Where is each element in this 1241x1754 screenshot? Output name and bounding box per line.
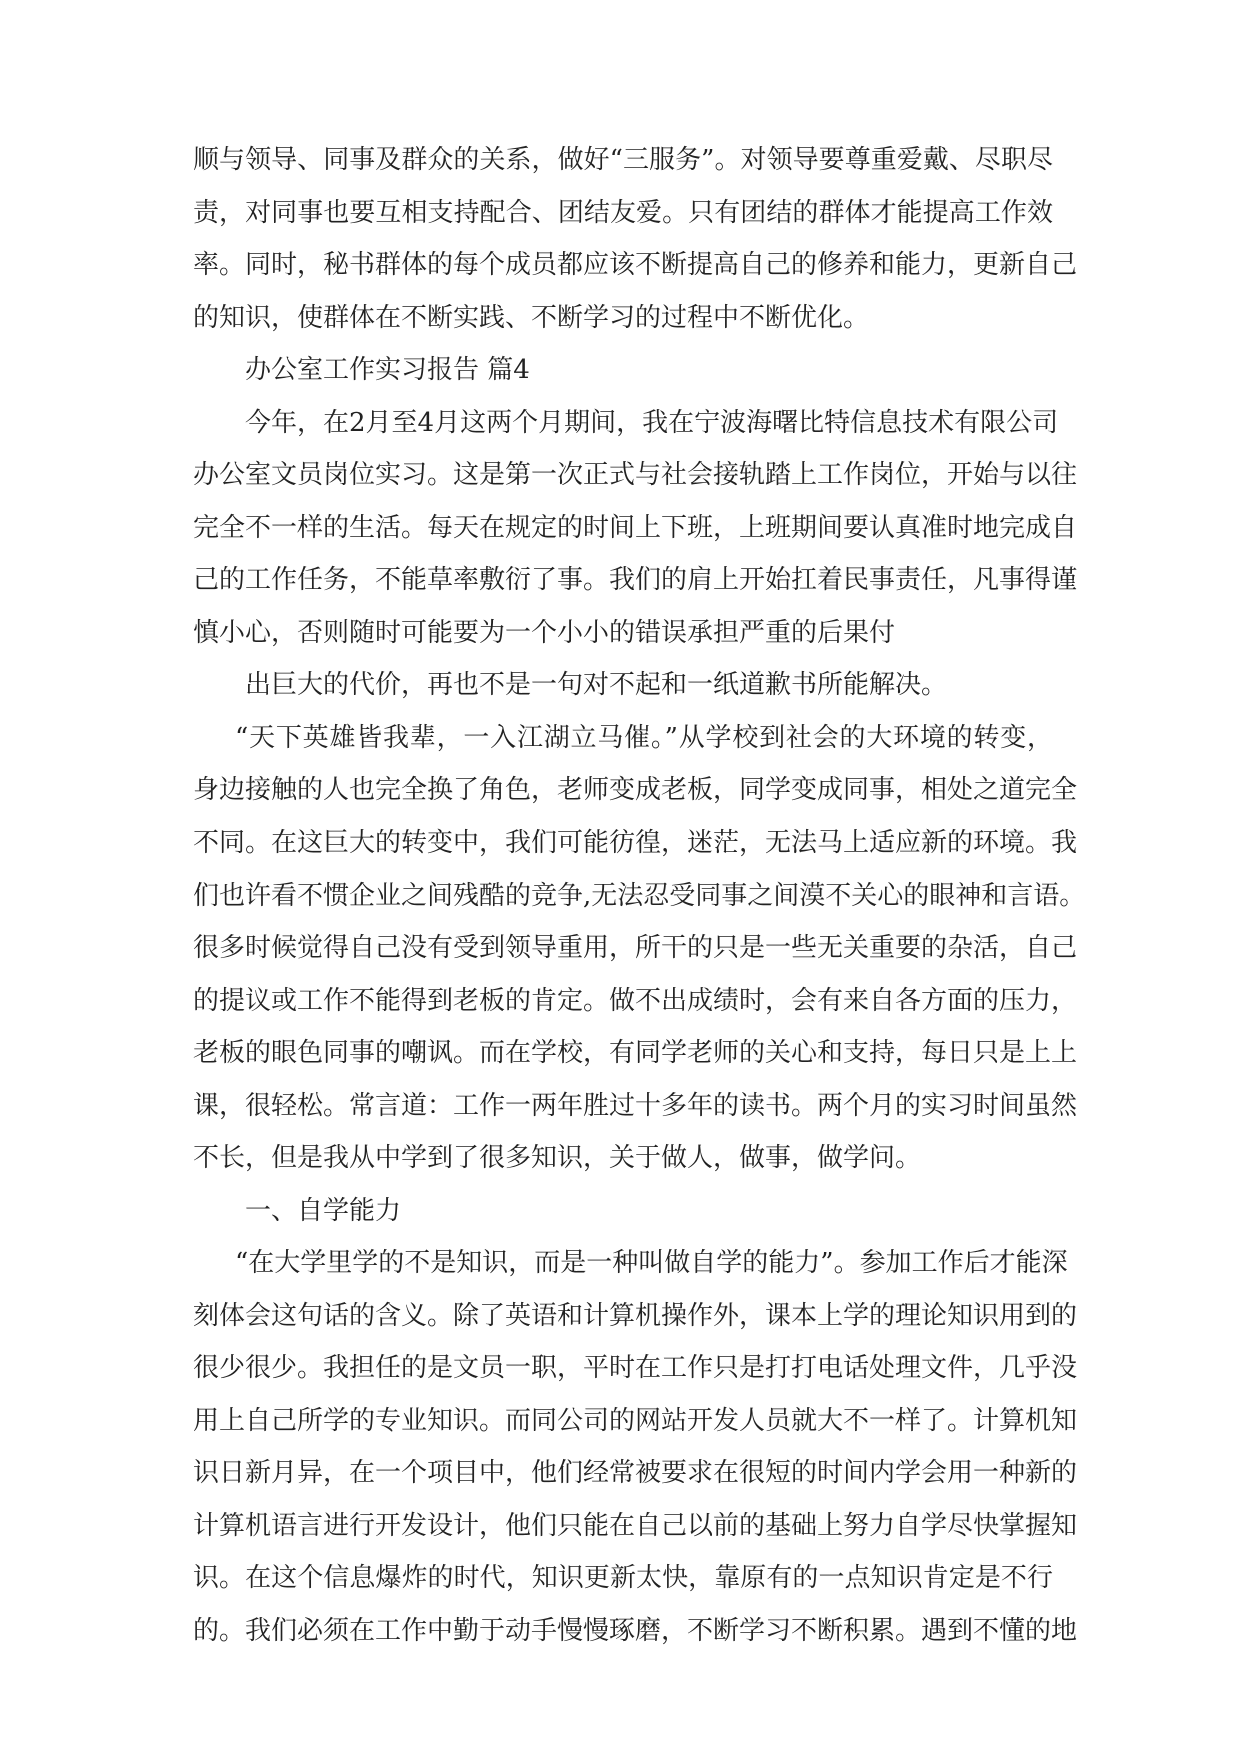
paragraph-line: 老板的眼色同事的嘲讽。而在学校，有同学老师的关心和支持，每日只是上上: [193, 1038, 1078, 1068]
paragraph-line: 计算机语言进行开发设计，他们只能在自己以前的基础上努力自学尽快掌握知: [193, 1511, 1078, 1541]
paragraph-line: 责，对同事也要互相支持配合、团结友爱。只有团结的群体才能提高工作效: [193, 198, 1053, 228]
paragraph-line: 用上自己所学的专业知识。而同公司的网站开发人员就大不一样了。计算机知: [193, 1406, 1078, 1436]
paragraph-line: 慎小心，否则随时可能要为一个小小的错误承担严重的后果付: [193, 618, 896, 648]
paragraph-line: 出巨大的代价，再也不是一句对不起和一纸道歉书所能解决。: [245, 670, 948, 700]
paragraph-line: 身边接触的人也完全换了角色，老师变成老板，同学变成同事，相处之道完全: [193, 775, 1078, 805]
paragraph-line: 今年，在2月至4月这两个月期间，我在宁波海曙比特信息技术有限公司: [245, 408, 1059, 438]
paragraph-line: 率。同时，秘书群体的每个成员都应该不断提高自己的修养和能力，更新自己: [193, 250, 1078, 280]
paragraph-line: 很多时候觉得自己没有受到领导重用，所干的只是一些无关重要的杂活，自己: [193, 933, 1078, 963]
paragraph-line: 很少很少。我担任的是文员一职，平时在工作只是打打电话处理文件，几乎没: [193, 1353, 1078, 1383]
paragraph-line: “在大学里学的不是知识，而是一种叫做自学的能力”。参加工作后才能深: [235, 1248, 1068, 1278]
paragraph-line: 们也许看不惯企业之间残酷的竞争,无法忍受同事之间漠不关心的眼神和言语。: [193, 881, 1086, 911]
paragraph-line: 课，很轻松。常言道：工作一两年胜过十多年的读书。两个月的实习时间虽然: [193, 1091, 1078, 1121]
paragraph-line: 办公室文员岗位实习。这是第一次正式与社会接轨踏上工作岗位，开始与以往: [193, 460, 1078, 490]
section-heading: 一、自学能力: [245, 1196, 402, 1226]
paragraph-line: 识日新月异，在一个项目中，他们经常被要求在很短的时间内学会用一种新的: [193, 1458, 1078, 1488]
paragraph-line: 的。我们必须在工作中勤于动手慢慢琢磨，不断学习不断积累。遇到不懂的地: [193, 1616, 1078, 1646]
paragraph-line: 完全不一样的生活。每天在规定的时间上下班，上班期间要认真准时地完成自: [193, 513, 1078, 543]
paragraph-line: 的知识，使群体在不断实践、不断学习的过程中不断优化。: [193, 303, 870, 333]
paragraph-line: 不长，但是我从中学到了很多知识，关于做人，做事，做学问。: [193, 1143, 922, 1173]
paragraph-line: 的提议或工作不能得到老板的肯定。做不出成绩时，会有来自各方面的压力，: [193, 986, 1078, 1016]
paragraph-line: 顺与领导、同事及群众的关系，做好“三服务”。对领导要尊重爱戴、尽职尽: [193, 145, 1053, 175]
paragraph-line: 己的工作任务，不能草率敷衍了事。我们的肩上开始扛着民事责任，凡事得谨: [193, 565, 1078, 595]
paragraph-line: 刻体会这句话的含义。除了英语和计算机操作外，课本上学的理论知识用到的: [193, 1301, 1078, 1331]
paragraph-line: 识。在这个信息爆炸的时代，知识更新太快，靠原有的一点知识肯定是不行: [193, 1563, 1053, 1593]
section-heading: 办公室工作实习报告 篇4: [245, 355, 530, 385]
paragraph-line: 不同。在这巨大的转变中，我们可能彷徨，迷茫，无法马上适应新的环境。我: [193, 828, 1078, 858]
paragraph-line: “天下英雄皆我辈，一入江湖立马催。”从学校到社会的大环境的转变，: [235, 723, 1053, 753]
